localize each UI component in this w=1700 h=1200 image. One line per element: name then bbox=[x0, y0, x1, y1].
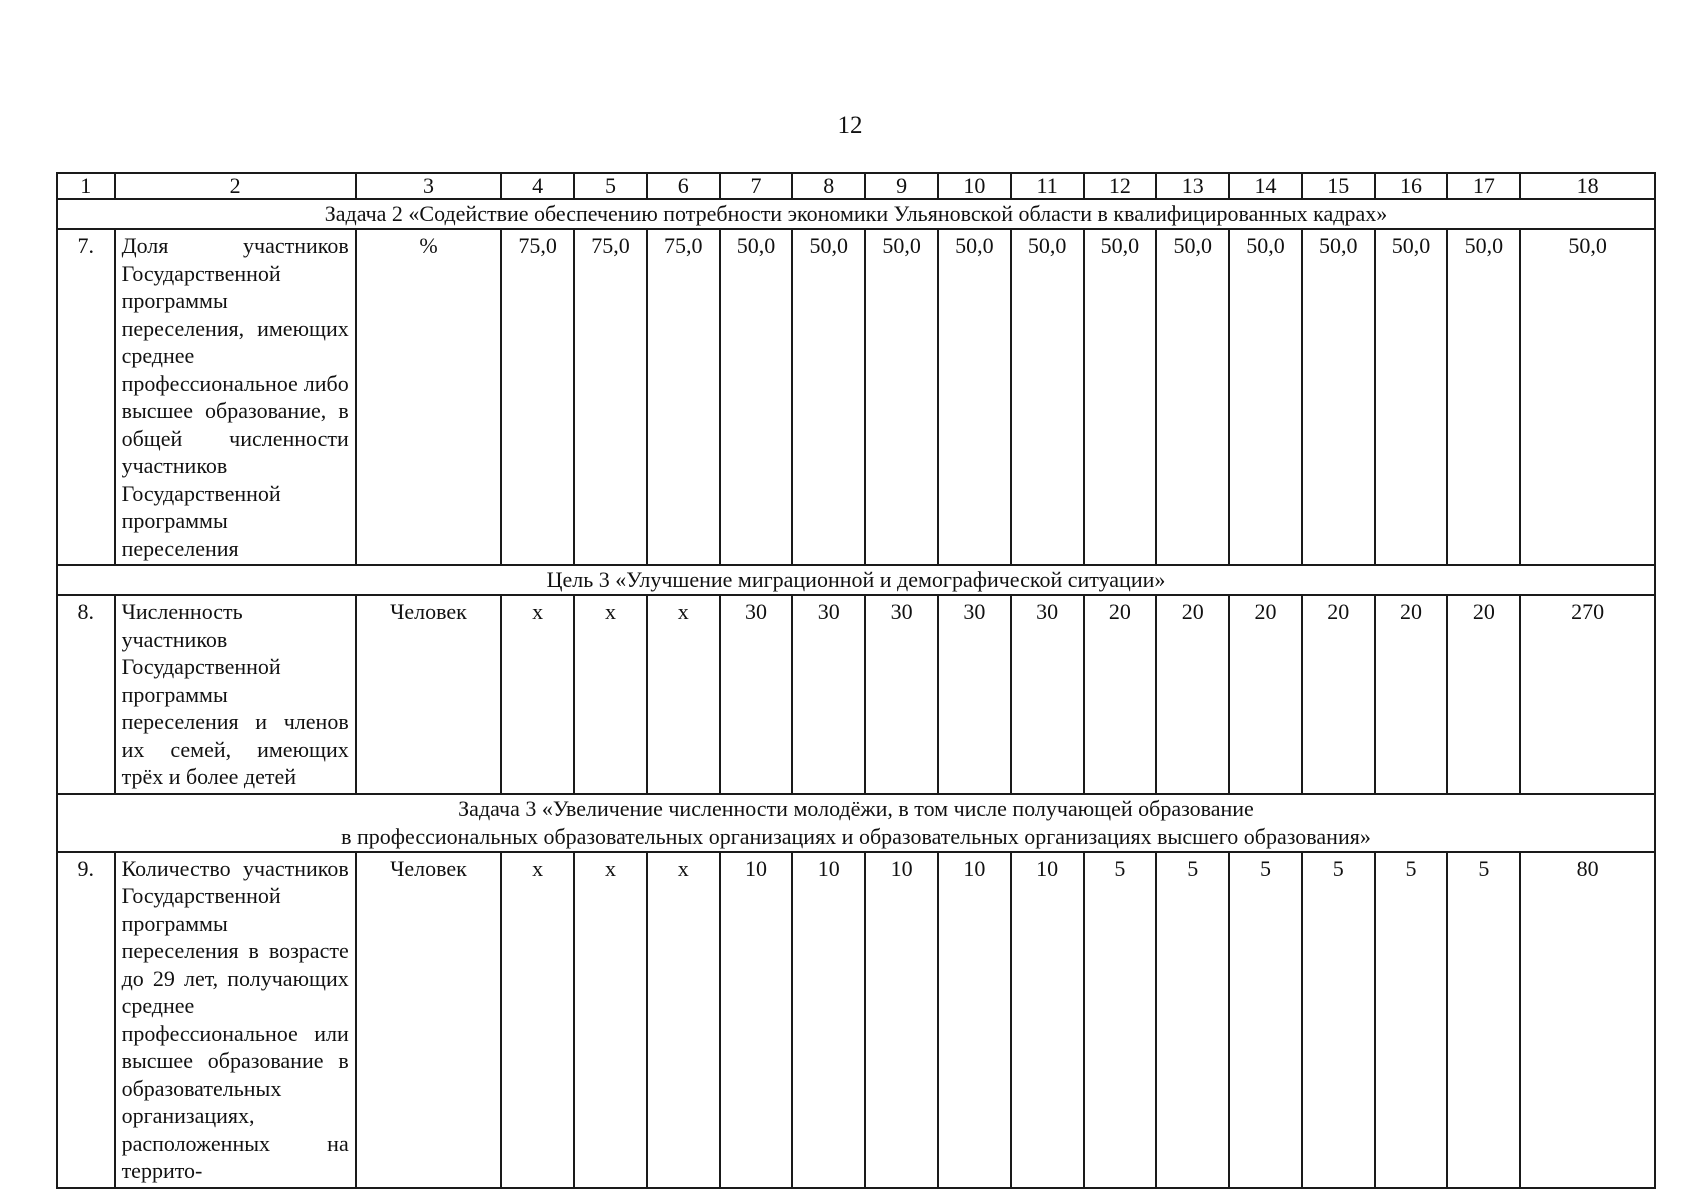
column-number: 12 bbox=[1084, 173, 1157, 199]
value-cell: 5 bbox=[1084, 852, 1157, 1188]
value-cell: 20 bbox=[1375, 595, 1448, 794]
total-cell: 270 bbox=[1520, 595, 1655, 794]
indicator-name: Численность участников Государственной программы переселения и членов их семей, имеющих трёх и более детей bbox=[115, 595, 356, 794]
value-cell: 75,0 bbox=[647, 229, 720, 565]
value-cell: 50,0 bbox=[1302, 229, 1375, 565]
value-cell: 75,0 bbox=[501, 229, 574, 565]
row-number: 8. bbox=[57, 595, 115, 794]
page-number: 12 bbox=[837, 112, 863, 139]
value-cell: 50,0 bbox=[1084, 229, 1157, 565]
value-cell: 50,0 bbox=[865, 229, 938, 565]
row-number: 9. bbox=[57, 852, 115, 1188]
value-cell: 75,0 bbox=[574, 229, 647, 565]
value-cell: x bbox=[574, 852, 647, 1188]
column-number: 14 bbox=[1229, 173, 1302, 199]
column-number: 10 bbox=[938, 173, 1011, 199]
column-number: 5 bbox=[574, 173, 647, 199]
value-cell: 5 bbox=[1447, 852, 1520, 1188]
value-cell: 30 bbox=[938, 595, 1011, 794]
section-header-task-2: Задача 2 «Содействие обеспечению потребности экономики Ульяновской области в квалифицированных кадрах» bbox=[57, 199, 1655, 229]
value-cell: 50,0 bbox=[720, 229, 793, 565]
value-cell: 30 bbox=[1011, 595, 1084, 794]
section-header-row bbox=[57, 565, 1655, 595]
column-number: 11 bbox=[1011, 173, 1084, 199]
column-number: 15 bbox=[1302, 173, 1375, 199]
value-cell: x bbox=[574, 595, 647, 794]
value-cell: 30 bbox=[865, 595, 938, 794]
unit-of-measure: Человек bbox=[356, 852, 502, 1188]
value-cell: 20 bbox=[1447, 595, 1520, 794]
column-number-row bbox=[57, 173, 1655, 199]
value-cell: 50,0 bbox=[792, 229, 865, 565]
value-cell: x bbox=[501, 595, 574, 794]
value-cell: 10 bbox=[1011, 852, 1084, 1188]
indicator-name: Доля участников Государственной программы переселения, имеющих среднее профессиональное либо высшее образование, в общей численности участников Государственной программы переселения bbox=[115, 229, 356, 565]
row-number: 7. bbox=[57, 229, 115, 565]
column-number: 17 bbox=[1447, 173, 1520, 199]
value-cell: 10 bbox=[720, 852, 793, 1188]
value-cell: 50,0 bbox=[1375, 229, 1448, 565]
value-cell: 30 bbox=[720, 595, 793, 794]
section-header-goal-3: Цель 3 «Улучшение миграционной и демографической ситуации» bbox=[57, 565, 1655, 595]
value-cell: 10 bbox=[792, 852, 865, 1188]
section-header-task-3 bbox=[57, 794, 1655, 852]
value-cell: x bbox=[501, 852, 574, 1188]
indicator-row-7 bbox=[57, 229, 1655, 565]
value-cell: 50,0 bbox=[1229, 229, 1302, 565]
column-number: 3 bbox=[356, 173, 502, 199]
column-number: 8 bbox=[792, 173, 865, 199]
value-cell: 20 bbox=[1084, 595, 1157, 794]
total-cell: 80 bbox=[1520, 852, 1655, 1188]
value-cell: 5 bbox=[1302, 852, 1375, 1188]
value-cell: 10 bbox=[938, 852, 1011, 1188]
section-header-row bbox=[57, 199, 1655, 229]
indicator-name: Количество участников Государственной программы переселения в возрасте до 29 лет, получающих среднее профессиональное или высшее образование в образовательных организациях, расположенных на террито- bbox=[115, 852, 356, 1188]
column-number: 4 bbox=[501, 173, 574, 199]
value-cell: 10 bbox=[865, 852, 938, 1188]
value-cell: 5 bbox=[1229, 852, 1302, 1188]
column-number: 16 bbox=[1375, 173, 1448, 199]
unit-of-measure: Человек bbox=[356, 595, 502, 794]
indicator-row-8 bbox=[57, 595, 1655, 794]
column-number: 6 bbox=[647, 173, 720, 199]
column-number: 2 bbox=[115, 173, 356, 199]
value-cell: 20 bbox=[1156, 595, 1229, 794]
indicator-row-9 bbox=[57, 852, 1655, 1188]
value-cell: 20 bbox=[1302, 595, 1375, 794]
column-number: 18 bbox=[1520, 173, 1655, 199]
column-number: 13 bbox=[1156, 173, 1229, 199]
column-number: 9 bbox=[865, 173, 938, 199]
value-cell: 50,0 bbox=[938, 229, 1011, 565]
value-cell: x bbox=[647, 852, 720, 1188]
total-cell: 50,0 bbox=[1520, 229, 1655, 565]
value-cell: 20 bbox=[1229, 595, 1302, 794]
column-number: 1 bbox=[57, 173, 115, 199]
section-header-row bbox=[57, 794, 1655, 852]
value-cell: 5 bbox=[1375, 852, 1448, 1188]
value-cell: 30 bbox=[792, 595, 865, 794]
unit-of-measure: % bbox=[356, 229, 502, 565]
value-cell: 50,0 bbox=[1447, 229, 1520, 565]
value-cell: 5 bbox=[1156, 852, 1229, 1188]
indicators-table bbox=[56, 172, 1656, 1189]
column-number: 7 bbox=[720, 173, 793, 199]
section-header-line: в профессиональных образовательных организациях и образовательных организациях высшего образования» bbox=[341, 823, 1371, 849]
section-header-line: Задача 3 «Увеличение численности молодёжи, в том числе получающей образование bbox=[458, 795, 1254, 821]
value-cell: 50,0 bbox=[1156, 229, 1229, 565]
value-cell: 50,0 bbox=[1011, 229, 1084, 565]
value-cell: x bbox=[647, 595, 720, 794]
